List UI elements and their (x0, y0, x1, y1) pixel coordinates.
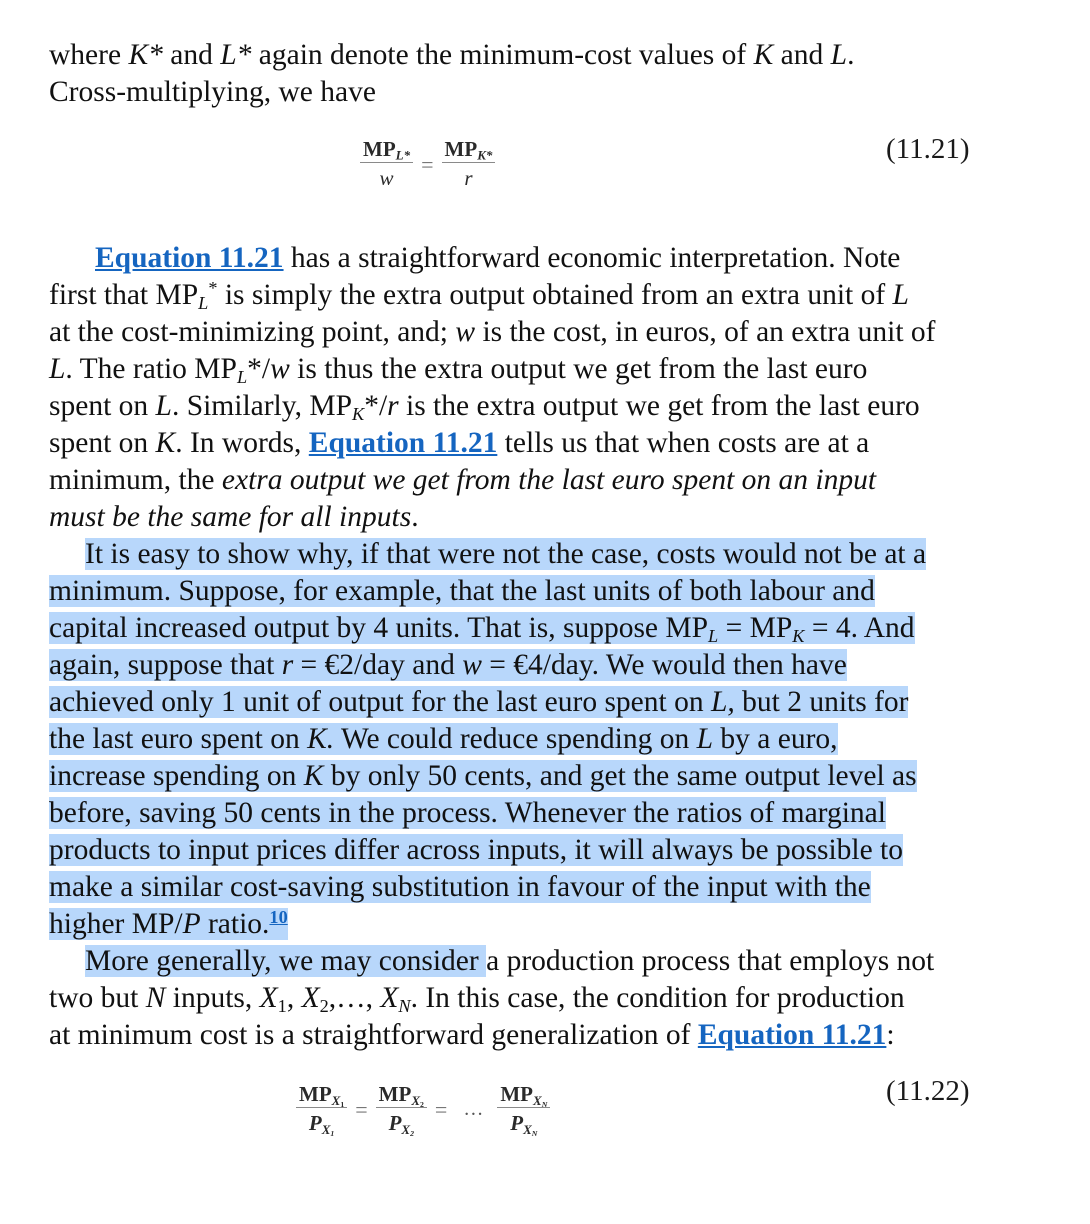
text-highlight: More generally, we may consider (85, 945, 487, 977)
text-highlight: products to input prices differ across inputs, it will always be possible to (49, 834, 904, 866)
text-highlight: the last euro spent on K. We could reduce spending on L by a euro, (49, 723, 838, 755)
para2-line-10 (49, 869, 871, 906)
para2-line-4 (49, 647, 847, 684)
para1-line-5: spent on L. Similarly, $MP_K*/r$ is the extra output we get from the last euro (49, 390, 920, 425)
fraction-mpl-over-w: $\frac{MP_{L*}}{w}$ (360, 136, 413, 193)
equation-link[interactable]: Equation 11.21 (697, 1019, 887, 1051)
para1-line-3: at the cost-minimizing point, and; w is the cost, in euros, of an extra unit of (49, 316, 936, 348)
para2-line-8 (49, 795, 886, 832)
para2-line-6 (49, 721, 838, 758)
para2-line-2 (49, 573, 875, 610)
para1-line-6: spent on K. In words, Equation 11.21 tells us that when costs are at a (49, 427, 870, 459)
text-highlight: achieved only 1 unit of output for the last euro spent on L, but 2 units for (49, 686, 909, 718)
fraction-mpxn-over-pxn: $\frac{MP_{X_N}}{P_{X_N}}$ (497, 1081, 550, 1138)
intro-line-2: Cross-multiplying, we have (49, 76, 376, 108)
fraction-mpx2-over-px2: $\frac{MP_{X_2}}{P_{X_2}}$ (376, 1081, 427, 1138)
para2-line-1 (85, 536, 926, 573)
text-highlight: increase spending on K by only 50 cents, and get the same output level as (49, 760, 917, 792)
ellipsis: … (463, 1098, 484, 1120)
intro-line-1: where K* and L* again denote the minimum-cost values of K and L. (49, 39, 855, 71)
para2-line-3 (49, 610, 915, 647)
equals-sign: = (421, 151, 434, 177)
para3-line-2: two but N inputs, $X_1$, $X_2,\dots$, $X_N$. In this case, the condition for production (49, 982, 905, 1017)
text-highlight: It is easy to show why, if that were not the case, costs would not be at a (85, 538, 927, 570)
para1-line-2: first that $MP_L^*$ is simply the extra output obtained from an extra unit of L (49, 277, 909, 314)
equation-link[interactable]: Equation 11.21 (95, 242, 284, 274)
para2-line-5 (49, 684, 908, 721)
fraction-mpk-over-r: $\frac{MP_{K*}}{r}$ (442, 136, 496, 193)
text-highlight: capital increased output by 4 units. That is, suppose $MP_L = MP_K = 4$. And (49, 612, 915, 647)
para2-line-9 (49, 832, 903, 869)
para2-line-11 (49, 906, 288, 943)
fraction-mpx1-over-px1: $\frac{MP_{X_1}}{P_{X_1}}$ (296, 1081, 347, 1138)
text-highlight: minimum. Suppose, for example, that the last units of both labour and (49, 575, 875, 607)
text-highlight: make a similar cost-saving substitution in favour of the input with the (49, 871, 871, 903)
equals-sign: = (434, 1096, 448, 1122)
para1-line-7: minimum, the extra output we get from the last euro spent on an input (49, 464, 877, 496)
footnote-link[interactable]: 10 (269, 906, 288, 927)
equation-number-11-21: (11.21) (886, 133, 970, 165)
para1-line-4: L. The ratio $MP_L*/w$ is thus the extra output we get from the last euro (49, 353, 868, 388)
para1-line-1: Equation 11.21 has a straightforward economic interpretation. Note (95, 242, 901, 274)
para3-line-1: More generally, we may consider a production process that employs not (85, 945, 935, 977)
para3-line-3: at minimum cost is a straightforward generalization of Equation 11.21: (49, 1019, 895, 1051)
equation-number-11-22: (11.22) (886, 1075, 970, 1107)
para1-line-8: must be the same for all inputs. (49, 501, 419, 533)
equation-link[interactable]: Equation 11.21 (308, 427, 498, 459)
equation-11-21 (360, 136, 495, 193)
text-highlight: again, suppose that r = €2/day and w = €4/day. We would then have (49, 649, 847, 681)
equation-11-22 (296, 1081, 550, 1138)
text-highlight: before, saving 50 cents in the process. Whenever the ratios of marginal (49, 797, 886, 829)
para2-line-7 (49, 758, 917, 795)
text-highlight: higher MP/P ratio.$^{10}$ (49, 906, 288, 940)
equals-sign: = (355, 1096, 368, 1122)
